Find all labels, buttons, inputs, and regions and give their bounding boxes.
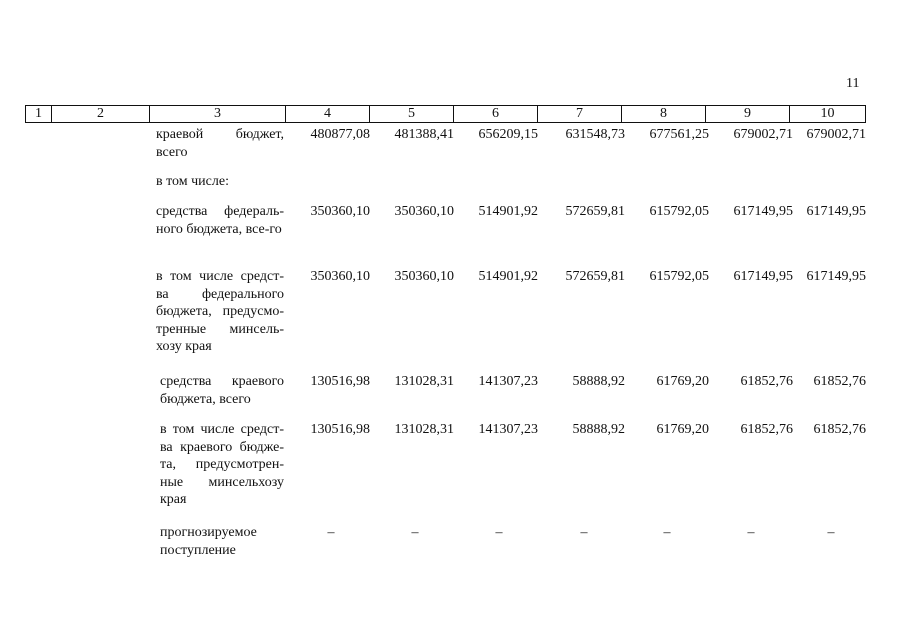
row-value: 61852,76 xyxy=(740,374,793,389)
row-value: 615792,05 xyxy=(649,204,709,219)
row-value: 617149,95 xyxy=(733,204,793,219)
page-number: 11 xyxy=(846,76,860,91)
header-col-8: 8 xyxy=(622,106,706,123)
row-value: 656209,15 xyxy=(478,127,538,142)
header-col-1: 1 xyxy=(26,106,52,123)
header-col-3: 3 xyxy=(150,106,286,123)
row-value: – xyxy=(580,525,588,540)
header-col-2: 2 xyxy=(52,106,150,123)
row-label: в том числе средст-ва краевого бюдже-та, предусмотрен-ные минсельхозу края xyxy=(160,422,284,507)
row-value: 617149,95 xyxy=(806,269,866,284)
row-value: – xyxy=(747,525,755,540)
header-col-10: 10 xyxy=(790,106,866,123)
row-value: 61852,76 xyxy=(813,374,866,389)
row-value: 61852,76 xyxy=(740,422,793,437)
row-value: 480877,08 xyxy=(310,127,370,142)
row-value: 617149,95 xyxy=(733,269,793,284)
row-label: в том числе средст-ва федерального бюджета, предусмо-тренные минсель-хозу края xyxy=(156,269,284,354)
row-label: средства краевого бюджета, всего xyxy=(160,374,284,407)
row-value: 131028,31 xyxy=(394,374,454,389)
row-label: средства федераль-ного бюджета, все-го xyxy=(156,204,284,237)
row-value: 679002,71 xyxy=(733,127,793,142)
row-value: 58888,92 xyxy=(572,422,625,437)
row-value: 615792,05 xyxy=(649,269,709,284)
row-value: 677561,25 xyxy=(649,127,709,142)
header-col-5: 5 xyxy=(370,106,454,123)
row-value: 141307,23 xyxy=(478,374,538,389)
row-value: 350360,10 xyxy=(394,204,454,219)
header-col-9: 9 xyxy=(706,106,790,123)
row-value: 572659,81 xyxy=(565,204,625,219)
row-value: 58888,92 xyxy=(572,374,625,389)
row-value: 617149,95 xyxy=(806,204,866,219)
row-value: 514901,92 xyxy=(478,269,538,284)
row-value: 141307,23 xyxy=(478,422,538,437)
row-value: 481388,41 xyxy=(394,127,454,142)
row-value: 130516,98 xyxy=(310,374,370,389)
row-value: – xyxy=(327,525,335,540)
row-label: в том числе: xyxy=(156,174,229,189)
row-value: – xyxy=(663,525,671,540)
row-label: краевой бюджет, всего xyxy=(156,127,284,160)
row-value: – xyxy=(827,525,835,540)
row-value: 61769,20 xyxy=(656,422,709,437)
row-value: 514901,92 xyxy=(478,204,538,219)
row-value: 350360,10 xyxy=(310,204,370,219)
row-value: 679002,71 xyxy=(806,127,866,142)
header-col-4: 4 xyxy=(286,106,370,123)
row-value: – xyxy=(495,525,503,540)
row-value: 61852,76 xyxy=(813,422,866,437)
row-value: 61769,20 xyxy=(656,374,709,389)
header-col-6: 6 xyxy=(454,106,538,123)
row-value: 572659,81 xyxy=(565,269,625,284)
row-value: 130516,98 xyxy=(310,422,370,437)
column-number-header xyxy=(25,105,866,123)
row-value: 631548,73 xyxy=(565,127,625,142)
row-label: прогнозируемое поступление xyxy=(160,525,257,558)
row-value: 131028,31 xyxy=(394,422,454,437)
row-value: 350360,10 xyxy=(310,269,370,284)
row-value: 350360,10 xyxy=(394,269,454,284)
header-col-7: 7 xyxy=(538,106,622,123)
row-value: – xyxy=(411,525,419,540)
